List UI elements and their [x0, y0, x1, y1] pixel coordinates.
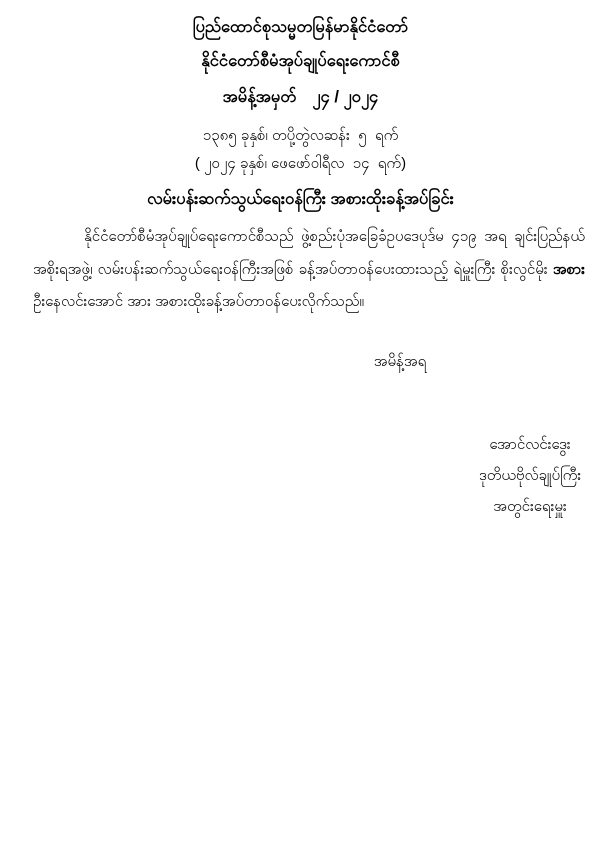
- order-body-paragraph: [33, 221, 585, 319]
- signatory-rank: ဒုတိယဗိုလ်ချုပ်ကြီး: [478, 467, 582, 484]
- body-text-emphasis: အစား: [552, 260, 585, 278]
- date-myanmar-calendar: ၁၃၈၅ ခုနှစ်၊ တပို့တွဲလဆန်း ၅ ရက်: [202, 127, 399, 144]
- order-number-label: အမိန့်အမှတ်: [222, 88, 297, 106]
- by-order-label: အမိန့်အရ: [373, 353, 427, 370]
- signatory-role: အတွင်းရေးမှူး: [493, 498, 567, 515]
- state-title: ပြည်ထောင်စုသမ္မတမြန်မာနိုင်ငံတော်: [192, 18, 409, 36]
- body-text-before: နိုင်ငံတော်စီမံအုပ်ချုပ်ရေးကောင်စီသည် ဖွဲ့စည်းပုံအခြေခံဥပဒေပုဒ်မ ၄၁၉ အရ ချင်းပြည်နယ် အစိုးရအဖွဲ့၊ လမ်းပန်းဆက်သွယ်ရေးဝန်ကြီးအဖြစ် ခန့်အပ်တာဝန်ပေးထားသည့် ရဲမှူးကြီး စိုးလွင်မိုး: [33, 228, 585, 278]
- order-number-value: ၂၄ / ၂၀၂၄: [312, 88, 379, 106]
- date-gregorian-calendar: ( ၂၀၂၄ ခုနှစ်၊ ဖေဖော်ဝါရီလ ၁၄ ရက်): [194, 155, 407, 172]
- signature-block: [450, 429, 601, 522]
- body-text-after: ဦးနေလင်းအောင် အား အစားထိုးခန့်အပ်တာဝန်ပေးလိုက်သည်။: [33, 293, 364, 310]
- council-title: နိုင်ငံတော်စီမံအုပ်ချုပ်ရေးကောင်စီ: [201, 52, 400, 70]
- order-number-line: [0, 84, 601, 111]
- signatory-name: အောင်လင်းဒွေး: [489, 436, 571, 453]
- subject-title: လမ်းပန်းဆက်သွယ်ရေးဝန်ကြီး အစားထိုးခန့်အပ်ခြင်း: [147, 190, 454, 208]
